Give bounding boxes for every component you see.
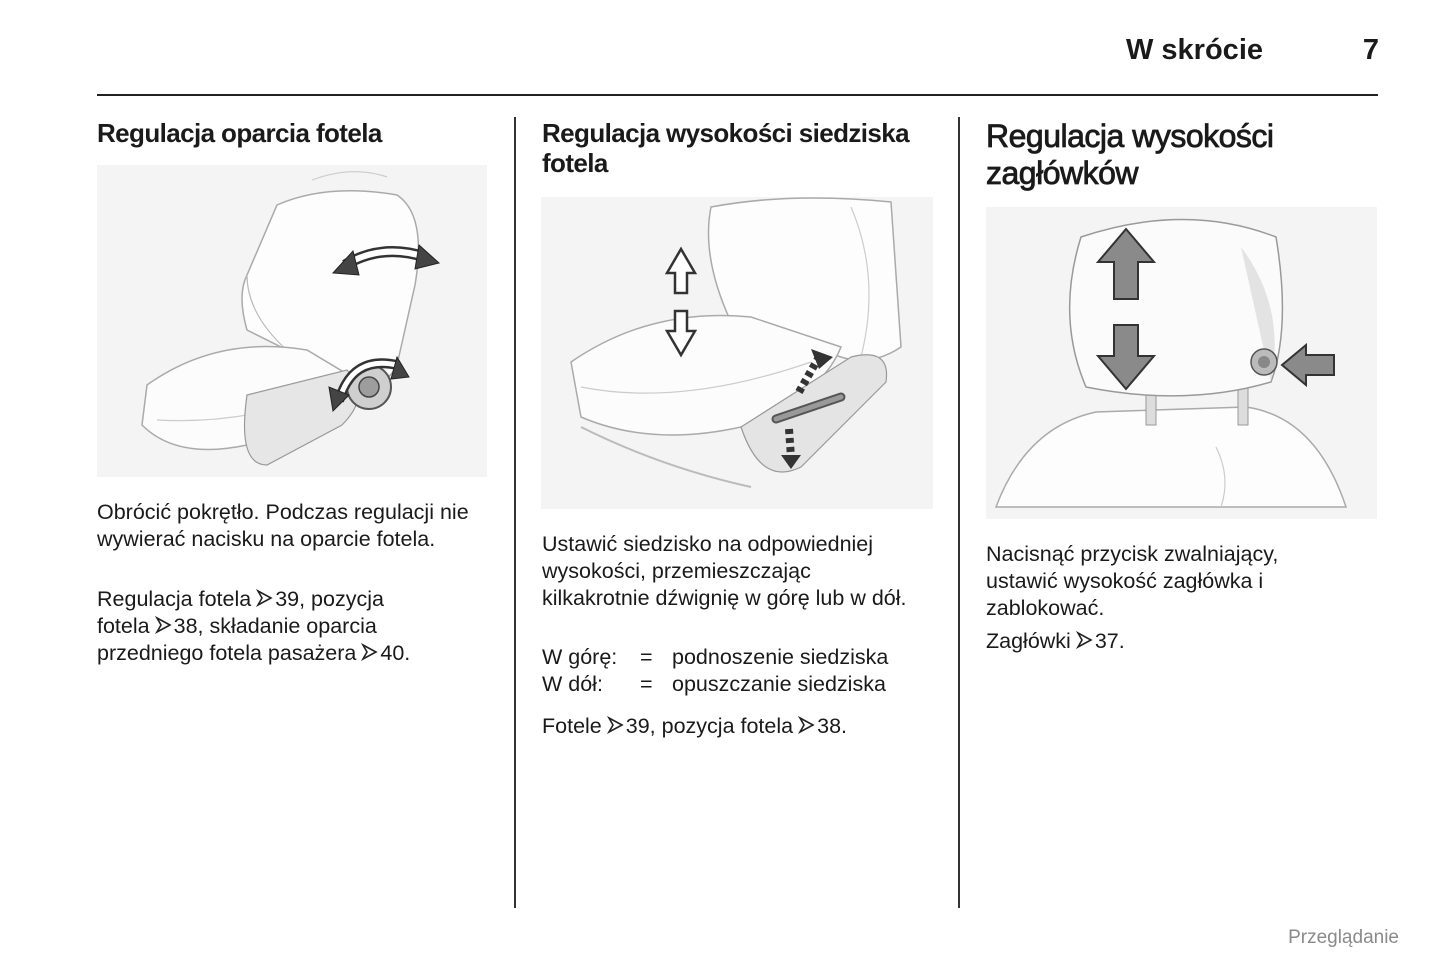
ref-text-passenger-seat: przedniego fotela pasażera <box>97 641 357 665</box>
page-reference-arrow-icon <box>255 589 273 607</box>
page-reference-arrow-icon <box>1075 631 1093 649</box>
section-title: W skrócie <box>1126 34 1263 66</box>
page-reference-arrow-icon <box>606 716 624 734</box>
browse-link[interactable]: Przeglądanie <box>1288 927 1399 948</box>
figure-seat-height <box>541 197 933 509</box>
page-reference-arrow-icon <box>797 716 815 734</box>
heading-backrest-adjustment: Regulacja oparcia fotela <box>97 118 382 148</box>
column-divider-2 <box>958 117 960 908</box>
ref-link-seats[interactable]: 39, pozycja fotela <box>625 714 794 738</box>
definition-desc-down: opuszczanie siedziska <box>672 672 886 696</box>
figure-backrest-seat <box>97 165 487 477</box>
definition-down <box>542 671 932 698</box>
ref-text-seat-position: fotela <box>97 614 150 638</box>
definition-desc-up: podnoszenie siedziska <box>672 645 889 669</box>
heading-seat-height-adjustment: Regulacja wysokości siedziska fotela <box>542 118 910 178</box>
column-divider-1 <box>514 117 516 908</box>
ref-link-seat-position[interactable]: 38, składanie oparcia <box>173 614 377 638</box>
ref-link-passenger-seat[interactable]: 40. <box>380 641 411 665</box>
seat-height-instructions: Ustawić siedzisko na odpowiedniej wysokości, przemieszczając kilkakrotnie dźwignię w górę lub w dół. <box>542 532 907 610</box>
ref-text-seat-adjustment: Regulacja fotela <box>97 587 252 611</box>
definition-equals-up: = <box>640 645 653 669</box>
headrest-instructions: Nacisnąć przycisk zwalniający, ustawić wysokość zagłówka i zablokować. <box>986 542 1279 620</box>
ref-link-seat-adjustment[interactable]: 39, pozycja <box>275 587 384 611</box>
backrest-instructions: Obrócić pokrętło. Podczas regulacji nie wywierać nacisku na oparcie fotela. <box>97 500 469 551</box>
ref-text-seats: Fotele <box>542 714 602 738</box>
seat-height-references <box>542 713 942 740</box>
header-rule <box>97 94 1378 96</box>
backrest-references <box>97 586 497 667</box>
page-number: 7 <box>1362 34 1379 66</box>
ref-text-headrests: Zagłówki <box>986 629 1071 653</box>
ref-link-seat-position[interactable]: 38. <box>817 714 847 738</box>
definition-up <box>542 644 932 671</box>
headrest-references <box>986 628 1366 655</box>
figure-headrest <box>986 207 1377 519</box>
definition-term-down: W dół: <box>542 672 603 696</box>
page-reference-arrow-icon <box>154 616 172 634</box>
page-reference-arrow-icon <box>360 643 378 661</box>
heading-headrest-adjustment: Regulacja wysokości zagłówków <box>986 118 1274 191</box>
ref-link-headrests[interactable]: 37. <box>1094 629 1125 653</box>
definition-term-up: W górę: <box>542 645 618 669</box>
definition-equals-down: = <box>640 672 653 696</box>
